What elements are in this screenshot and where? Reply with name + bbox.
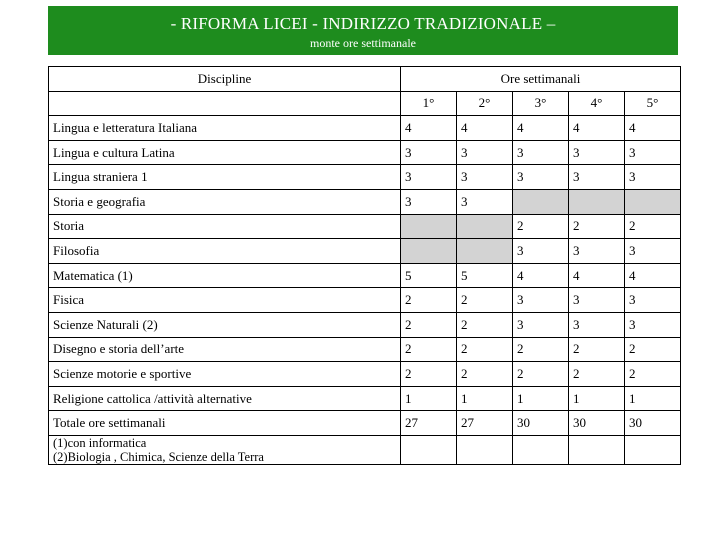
hours-cell: 1 bbox=[513, 386, 569, 411]
hours-table bbox=[48, 66, 681, 465]
hours-cell: 2 bbox=[457, 362, 513, 387]
table-row bbox=[49, 214, 681, 239]
hours-cell-inactive bbox=[625, 189, 681, 214]
total-cell: 30 bbox=[569, 411, 625, 436]
hours-cell: 2 bbox=[457, 288, 513, 313]
hours-cell: 5 bbox=[401, 263, 457, 288]
hours-cell: 3 bbox=[625, 140, 681, 165]
hours-cell: 2 bbox=[401, 312, 457, 337]
hours-cell: 2 bbox=[401, 288, 457, 313]
total-cell: 27 bbox=[401, 411, 457, 436]
hours-cell: 3 bbox=[401, 165, 457, 190]
hours-cell: 2 bbox=[513, 214, 569, 239]
total-cell: 27 bbox=[457, 411, 513, 436]
hours-cell: 2 bbox=[513, 362, 569, 387]
subject-label: Filosofia bbox=[49, 239, 401, 264]
hours-cell-inactive bbox=[513, 189, 569, 214]
hours-cell: 2 bbox=[457, 337, 513, 362]
hours-cell: 3 bbox=[513, 165, 569, 190]
hours-cell: 3 bbox=[513, 288, 569, 313]
hours-cell: 2 bbox=[625, 362, 681, 387]
hours-cell: 1 bbox=[457, 386, 513, 411]
header-row bbox=[49, 67, 681, 92]
total-cell: 30 bbox=[513, 411, 569, 436]
subject-label: Fisica bbox=[49, 288, 401, 313]
empty-cell bbox=[457, 435, 513, 464]
hours-cell: 3 bbox=[457, 165, 513, 190]
table-row bbox=[49, 362, 681, 387]
table-row bbox=[49, 263, 681, 288]
hours-cell: 4 bbox=[401, 116, 457, 141]
hours-cell: 4 bbox=[569, 116, 625, 141]
footnote: (2)Biologia , Chimica, Scienze della Terra bbox=[53, 449, 264, 464]
subject-label: Matematica (1) bbox=[49, 263, 401, 288]
hours-cell: 1 bbox=[625, 386, 681, 411]
empty-cell bbox=[625, 435, 681, 464]
subject-label: Lingua e cultura Latina bbox=[49, 140, 401, 165]
year-header: 3° bbox=[513, 91, 569, 116]
hours-cell: 2 bbox=[401, 337, 457, 362]
hours-cell: 3 bbox=[401, 140, 457, 165]
title-banner bbox=[48, 6, 678, 55]
notes-row bbox=[49, 435, 681, 464]
hours-cell: 4 bbox=[457, 116, 513, 141]
total-row bbox=[49, 411, 681, 436]
hours-cell: 3 bbox=[625, 312, 681, 337]
subject-label: Lingua e letteratura Italiana bbox=[49, 116, 401, 141]
header-discipline: Discipline bbox=[49, 67, 401, 92]
hours-cell: 2 bbox=[569, 337, 625, 362]
table-row bbox=[49, 312, 681, 337]
subject-label: Scienze Naturali (2) bbox=[49, 312, 401, 337]
hours-cell: 2 bbox=[569, 214, 625, 239]
hours-cell: 3 bbox=[569, 288, 625, 313]
hours-cell: 4 bbox=[625, 263, 681, 288]
hours-cell: 3 bbox=[513, 140, 569, 165]
hours-cell: 3 bbox=[625, 165, 681, 190]
table-row bbox=[49, 140, 681, 165]
hours-cell: 1 bbox=[401, 386, 457, 411]
footnote: (1)con informatica bbox=[53, 435, 147, 450]
subject-label: Storia e geografia bbox=[49, 189, 401, 214]
hours-cell: 5 bbox=[457, 263, 513, 288]
empty-cell bbox=[401, 435, 457, 464]
page-subtitle: monte ore settimanale bbox=[310, 36, 416, 50]
total-cell: 30 bbox=[625, 411, 681, 436]
hours-cell: 3 bbox=[513, 312, 569, 337]
hours-cell: 3 bbox=[569, 140, 625, 165]
years-row bbox=[49, 91, 681, 116]
subject-label: Storia bbox=[49, 214, 401, 239]
empty-cell bbox=[513, 435, 569, 464]
subject-label: Disegno e storia dell’arte bbox=[49, 337, 401, 362]
hours-cell: 3 bbox=[625, 288, 681, 313]
hours-cell: 4 bbox=[513, 263, 569, 288]
years-row-label bbox=[49, 91, 401, 116]
hours-cell: 1 bbox=[569, 386, 625, 411]
hours-cell: 2 bbox=[401, 362, 457, 387]
hours-cell: 3 bbox=[569, 312, 625, 337]
hours-cell-inactive bbox=[569, 189, 625, 214]
year-header: 2° bbox=[457, 91, 513, 116]
hours-cell-inactive bbox=[401, 214, 457, 239]
table-row bbox=[49, 239, 681, 264]
hours-cell: 3 bbox=[569, 165, 625, 190]
footnotes bbox=[49, 435, 401, 464]
hours-cell: 2 bbox=[457, 312, 513, 337]
table-row bbox=[49, 116, 681, 141]
subject-label: Lingua straniera 1 bbox=[49, 165, 401, 190]
year-header: 5° bbox=[625, 91, 681, 116]
header-ore: Ore settimanali bbox=[401, 67, 681, 92]
hours-cell: 2 bbox=[625, 337, 681, 362]
hours-cell: 4 bbox=[569, 263, 625, 288]
hours-cell: 3 bbox=[513, 239, 569, 264]
hours-cell: 4 bbox=[513, 116, 569, 141]
hours-cell: 3 bbox=[569, 239, 625, 264]
table-row bbox=[49, 337, 681, 362]
hours-cell: 2 bbox=[625, 214, 681, 239]
hours-cell: 2 bbox=[569, 362, 625, 387]
page-title: - RIFORMA LICEI - INDIRIZZO TRADIZIONALE – bbox=[170, 14, 556, 33]
year-header: 1° bbox=[401, 91, 457, 116]
table-row bbox=[49, 386, 681, 411]
hours-cell: 3 bbox=[401, 189, 457, 214]
subject-label: Religione cattolica /attività alternative bbox=[49, 386, 401, 411]
hours-cell: 3 bbox=[457, 189, 513, 214]
year-header: 4° bbox=[569, 91, 625, 116]
hours-cell: 4 bbox=[625, 116, 681, 141]
table-row bbox=[49, 288, 681, 313]
table-row bbox=[49, 189, 681, 214]
hours-cell-inactive bbox=[457, 239, 513, 264]
table-row bbox=[49, 165, 681, 190]
hours-cell-inactive bbox=[457, 214, 513, 239]
empty-cell bbox=[569, 435, 625, 464]
hours-cell-inactive bbox=[401, 239, 457, 264]
total-label: Totale ore settimanali bbox=[49, 411, 401, 436]
hours-cell: 3 bbox=[625, 239, 681, 264]
hours-cell: 3 bbox=[457, 140, 513, 165]
hours-cell: 2 bbox=[513, 337, 569, 362]
subject-label: Scienze motorie e sportive bbox=[49, 362, 401, 387]
